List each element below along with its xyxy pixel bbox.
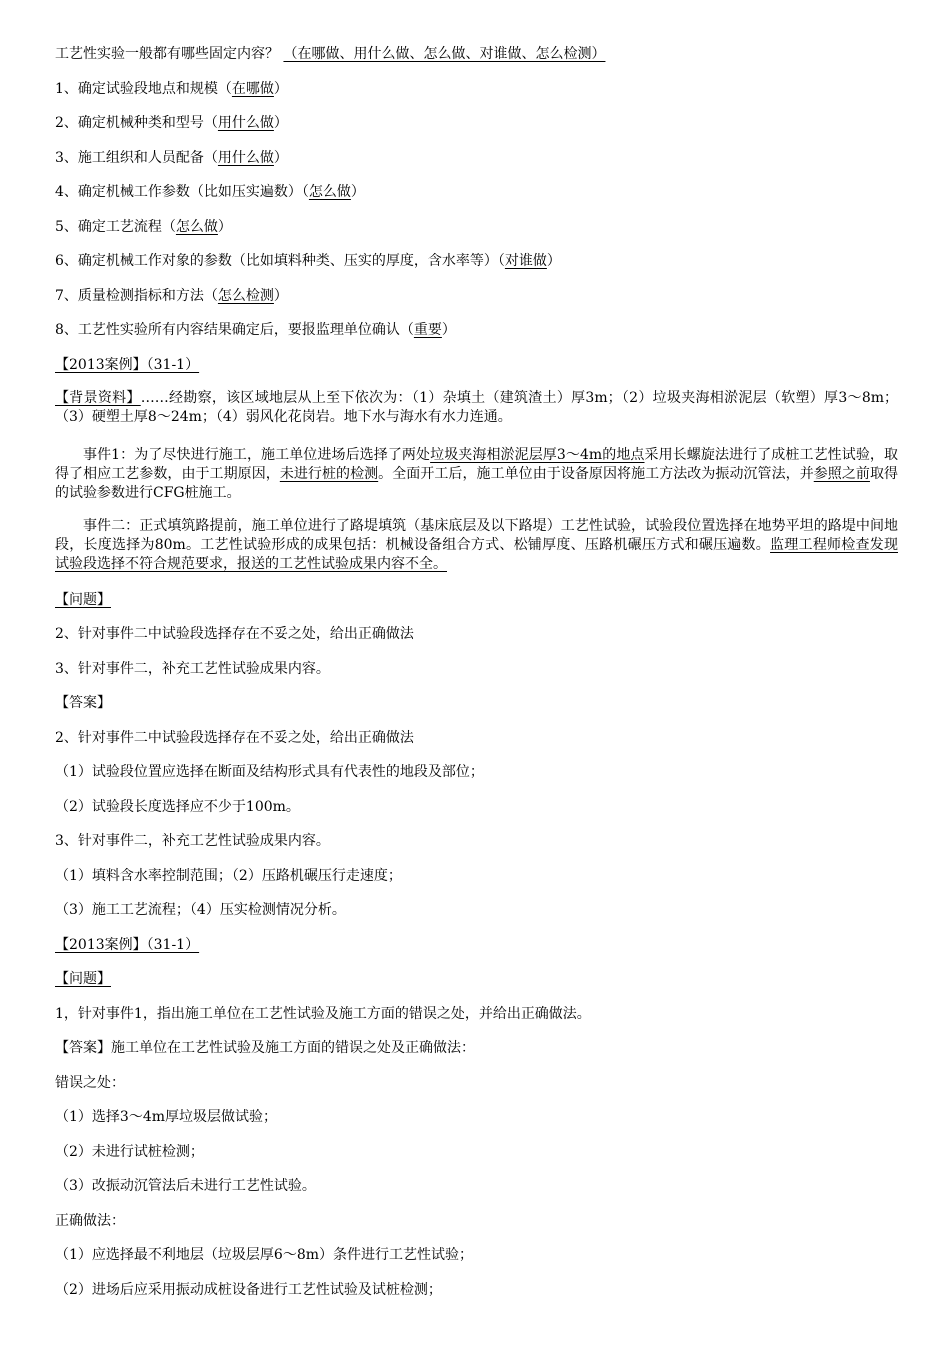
item-tag: 对谁做 [504,253,547,269]
item-tag: 在哪做 [231,81,274,97]
item-tag: 用什么做 [217,150,274,166]
list-item: 2、确定机械种类和型号（用什么做） [55,115,288,131]
answer-lead: 【答案】施工单位在工艺性试验及施工方面的错误之处及正确做法： [55,1040,475,1056]
case-header: 【2013案例】（31-1） [55,357,200,373]
answer-label: 【答案】 [55,695,111,711]
list-item: 7、质量检测指标和方法（怎么检测） [55,288,288,304]
question-2: 2、针对事件二中试验段选择存在不妥之处，给出正确做法 [55,626,414,642]
question-label: 【问题】 [55,592,111,608]
answer-2: 2、针对事件二中试验段选择存在不妥之处，给出正确做法 [55,730,414,746]
wrong-3: （3）改振动沉管法后未进行工艺性试验。 [55,1178,316,1194]
wrong-2: （2）未进行试桩检测； [55,1144,204,1160]
case-header-2: 【2013案例】（31-1） [55,937,200,953]
list-item: 3、施工组织和人员配备（用什么做） [55,150,288,166]
background-label: 【背景资料】 [55,390,141,406]
item-tag: 用什么做 [217,115,274,131]
answer-2-1: （1）试验段位置应选择在断面及结构形式具有代表性的地段及部位； [55,764,484,780]
intro-keywords: （在哪做、用什么做、怎么做、对谁做、怎么检测） [283,46,606,62]
list-item: 6、确定机械工作对象的参数（比如填料种类、压实的厚度，含水率等）（对谁做） [55,253,561,269]
question-3: 3、针对事件二，补充工艺性试验成果内容。 [55,661,330,677]
right-1: （1）应选择最不利地层（垃圾层厚6～8m）条件进行工艺性试验； [55,1247,473,1263]
answer-3-1: （1）填料含水率控制范围；（2）压路机碾压行走速度； [55,868,402,884]
list-item: 5、确定工艺流程（怎么做） [55,219,232,235]
wrong-label: 错误之处： [55,1075,125,1091]
item-tag: 怎么做 [175,219,218,235]
item-tag: 怎么做 [308,184,351,200]
list-item: 4、确定机械工作参数（比如压实遍数）（怎么做） [55,184,365,200]
intro-question: 工艺性实验一般都有哪些固定内容？ [55,46,279,62]
item-tag: 怎么检测 [217,288,274,304]
answer-3: 3、针对事件二，补充工艺性试验成果内容。 [55,833,330,849]
question-1: 1，针对事件1，指出施工单位在工艺性试验及施工方面的错误之处，并给出正确做法。 [55,1006,591,1022]
intro-line [55,45,605,63]
item-tag: 重要 [413,322,442,338]
list-item: 8、工艺性实验所有内容结果确定后，要报监理单位确认（重要） [55,322,456,338]
background-paragraph: 【背景资料】……经勘察，该区域地层从上至下依次为：（1）杂填土（建筑渣土）厚3m；（2）垃圾夹海相淤泥层（软塑）厚3～8m；（3）硬塑土厚8～24m；（4）弱风化花岗岩。地下水与海水有水力连通。 [55,390,899,425]
answer-2-2: （2）试验段长度选择应不少于100m。 [55,799,300,815]
event2-paragraph: 事件二：正式填筑路提前，施工单位进行了路堤填筑（基床底层及以下路堤）工艺性试验，试验段位置选择在地势平坦的路堤中间地段，长度选择为80m。工艺性试验形成的成果包括：机械设备组合方式、松铺厚度、压路机碾压方式和碾压遍数。监理工程师检查发现试验段选择不符合规范要求，报送的工艺性试验成果内容不全。 [55,518,898,572]
wrong-1: （1）选择3～4m厚垃圾层做试验； [55,1109,277,1125]
right-2: （2）进场后应采用振动成桩设备进行工艺性试验及试桩检测； [55,1282,442,1298]
right-label: 正确做法： [55,1213,125,1229]
question-label-2: 【问题】 [55,971,111,987]
event1-paragraph: 事件1：为了尽快进行施工，施工单位进场后选择了两处垃圾夹海相淤泥层厚3～4m的地点采用长螺旋法进行了成桩工艺性试验，取得了相应工艺参数，由于工期原因，未进行桩的检测。全面开工后，施工单位由于设备原因将施工方法改为振动沉管法，并参照之前取得的试验参数进行CFG桩施工。 [55,447,899,501]
list-item: 1、确定试验段地点和规模（在哪做） [55,81,288,97]
answer-3-2: （3）施工工艺流程；（4）压实检测情况分析。 [55,902,346,918]
